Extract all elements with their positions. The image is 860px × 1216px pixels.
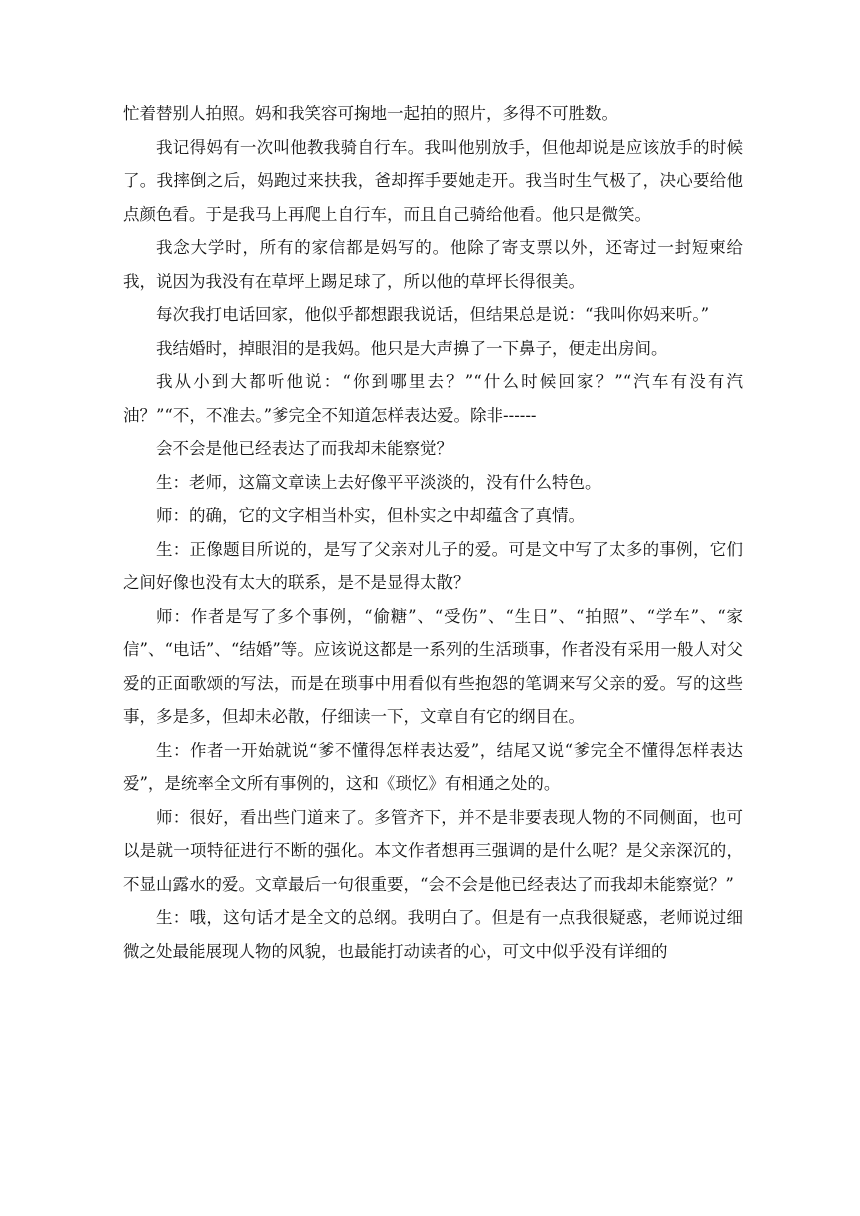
dialogue-teacher-1: 师：的确，它的文字相当朴实，但朴实之中却蕴含了真情。 <box>156 506 585 525</box>
dialogue-student-1: 生：老师，这篇文章读上去好像平平淡淡的，没有什么特色。 <box>156 472 602 492</box>
paragraph-ending-question: 会不会是他已经表达了而我却未能察觉？ <box>156 439 453 458</box>
dialogue-student-3: 生：作者一开始就说“爹不懂得怎样表达爱”，结尾又说“爹完全不懂得怎样表达爱”，是统率全文所有事例的，这和《琐忆》有相通之处的。 <box>123 740 743 793</box>
dialogue-teacher-3: 师：很好，看出些门道来了。多管齐下，并不是非要表现人物的不同侧面，也可以是就一项特征进行不断的强化。本文作者想再三强调的是什么呢？是父亲深沉的，不显山露水的爱。文章最后一句很重要，“会不会是他已经表达了而我却未能察觉？” <box>123 807 743 894</box>
paragraph-college-letters: 我念大学时，所有的家信都是妈写的。他除了寄支票以外，还寄过一封短柬给我，说因为我没有在草坪上踢足球了，所以他的草坪长得很美。 <box>123 238 743 291</box>
paragraph-continuation: 忙着替别人拍照。妈和我笑容可掬地一起拍的照片，多得不可胜数。 <box>123 104 618 123</box>
paragraph-bicycle: 我记得妈有一次叫他教我骑自行车。我叫他别放手，但他却说是应该放手的时候了。我摔倒之后，妈跑过来扶我，爸却挥手要她走开。我当时生气极了，决心要给他点颜色看。于是我马上再爬上自行车，而且自己骑给他看。他只是微笑。 <box>123 137 743 224</box>
paragraph-questions: 我从小到大都听他说：“你到哪里去？”“什么时候回家？”“汽车有没有汽油？”“不，不准去。”爹完全不知道怎样表达爱。除非------ <box>123 372 743 425</box>
article-body <box>123 97 743 968</box>
paragraph-phone-calls: 每次我打电话回家，他似乎都想跟我说话，但结果总是说：“我叫你妈来听。” <box>156 305 710 324</box>
dialogue-student-4: 生：哦，这句话才是全文的总纲。我明白了。但是有一点我很疑惑，老师说过细微之处最能展现人物的风貌，也最能打动读者的心，可文中似乎没有详细的 <box>123 908 743 961</box>
paragraph-wedding: 我结婚时，掉眼泪的是我妈。他只是大声擤了一下鼻子，便走出房间。 <box>156 338 668 358</box>
dialogue-student-2: 生：正像题目所说的，是写了父亲对儿子的爱。可是文中写了太多的事例，它们之间好像也没有太大的联系，是不是显得太散？ <box>123 539 743 592</box>
dialogue-teacher-2: 师：作者是写了多个事例，“偷糖”、“受伤”、“生日”、“拍照”、“学车”、“家信”、“电话”、“结婚”等。应该说这都是一系列的生活琐事，作者没有采用一般人对父爱的正面歌颂的写法，而是在琐事中用看似有些抱怨的笔调来写父亲的爱。写的这些事，多是多，但却未必散，仔细读一下，文章自有它的纲目在。 <box>123 606 743 726</box>
